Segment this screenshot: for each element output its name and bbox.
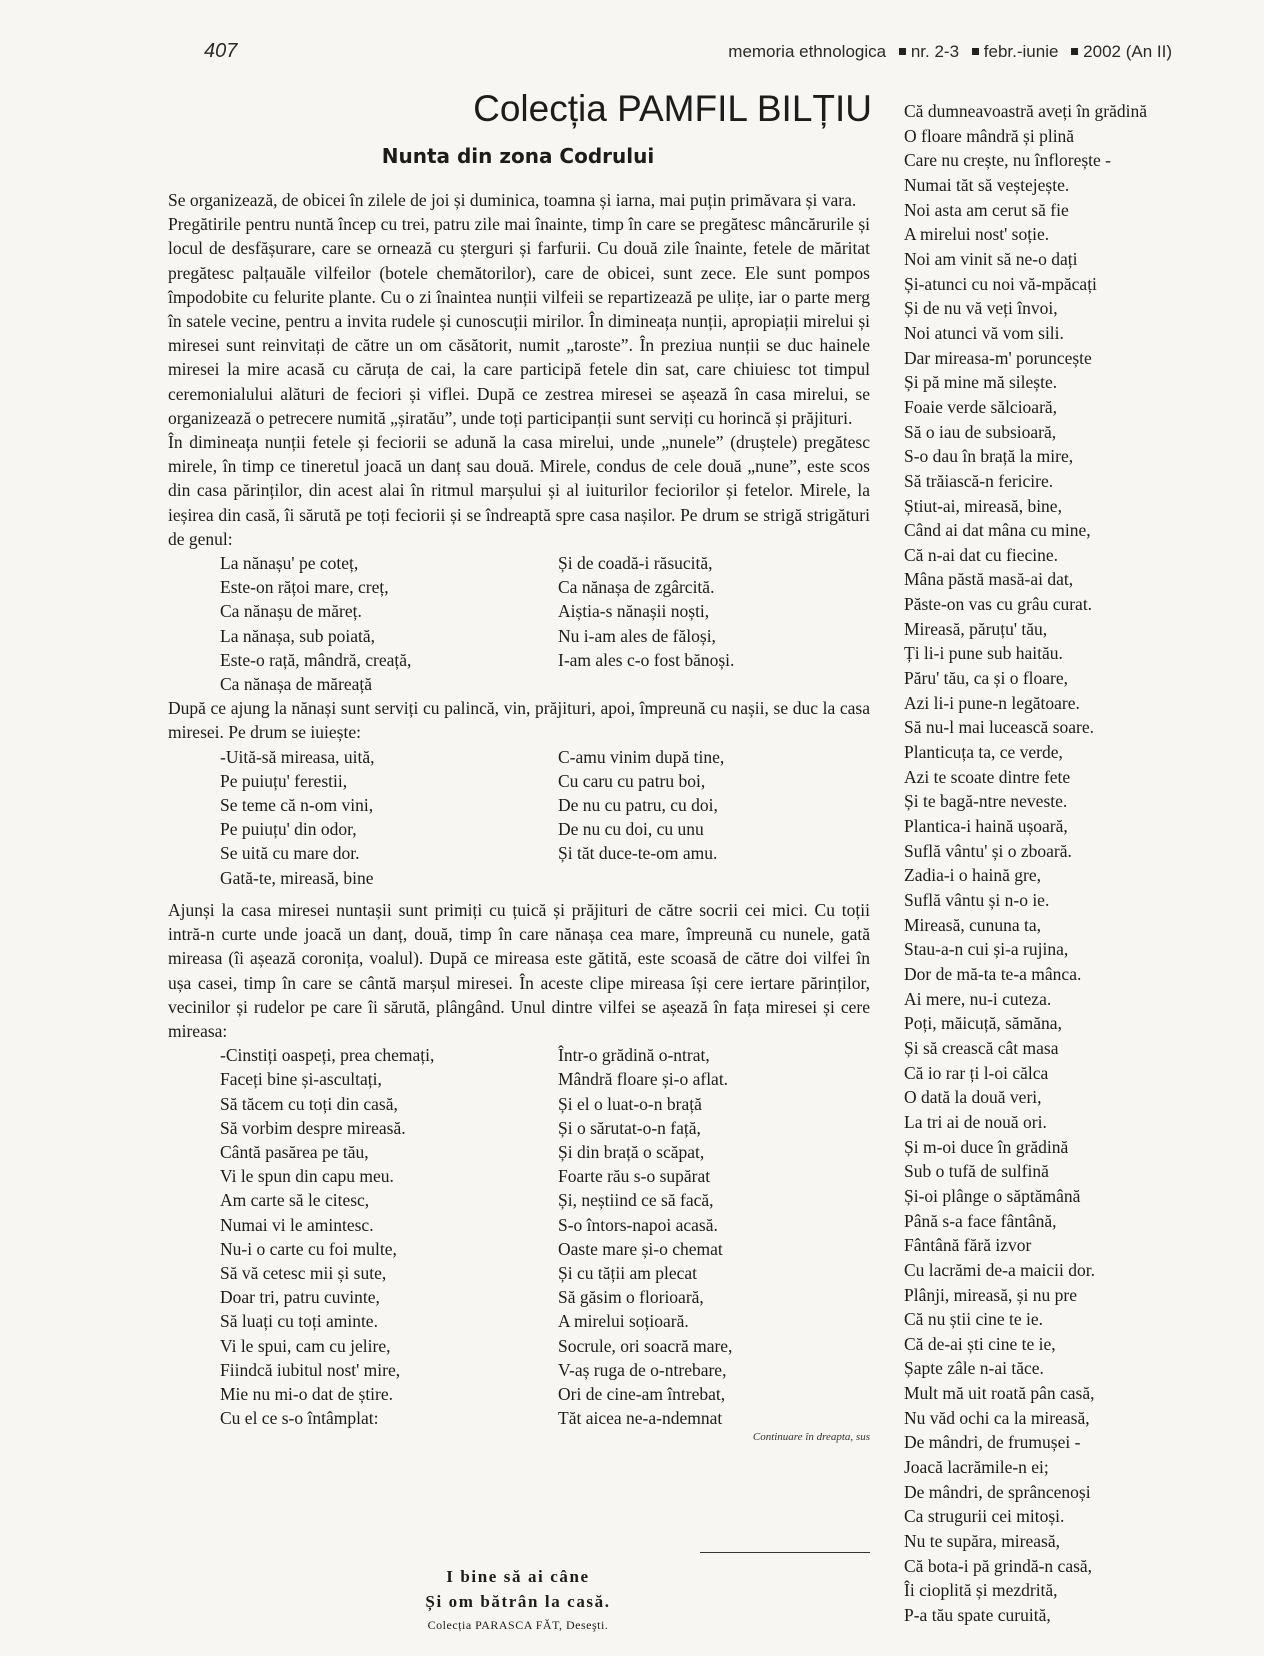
verse-line: I-am ales c-o fost bănoși.	[558, 649, 735, 670]
verse-line: Cu caru cu patru boi,	[558, 770, 706, 791]
verse-line: Mult mă uit roată pân casă,	[904, 1383, 1095, 1404]
verse-line: Ori de cine-am întrebat,	[558, 1383, 726, 1404]
verse-line: Suflă vântu' și o zboară.	[904, 840, 1072, 861]
verse-line: Socrule, ori soacră mare,	[558, 1335, 733, 1356]
verse-line: Pe puiuțu' din odor,	[220, 819, 357, 840]
verse-line: Plânji, mireasă, și nu pre	[904, 1284, 1078, 1305]
verse-line: Dar mireasa-m' poruncește	[904, 347, 1092, 368]
verse-line: Mireasă, păruțu' tău,	[904, 618, 1048, 639]
poem-left-column	[220, 745, 558, 890]
verse-line: Tăt aicea ne-a-ndemnat	[558, 1408, 723, 1429]
proverb-box	[338, 1564, 698, 1634]
verse-line: La nănașu' pe coteț,	[220, 553, 359, 574]
verse-line: Să luați cu toți aminte.	[220, 1311, 378, 1332]
verse-line: O floare mândră și plină	[904, 125, 1075, 146]
verse-line: Și te bagă-ntre neveste.	[904, 791, 1068, 812]
divider-rule	[700, 1552, 870, 1553]
verse-line: Oaste mare și-o chemat	[558, 1238, 723, 1259]
issue-year: 2002 (An II)	[1083, 42, 1172, 61]
verse-line: Să vorbim despre mireasă.	[220, 1117, 406, 1138]
verse-line: Ți li-i pune sub haitău.	[904, 643, 1063, 664]
verse-line: Și de coadă-i răsucită,	[558, 553, 713, 574]
proverb-line-1: I bine să ai câne	[446, 1567, 590, 1586]
verse-line: Numai vi le amintesc.	[220, 1214, 374, 1235]
page-number: 407	[204, 40, 238, 62]
verse-line: Mireasă, cununa ta,	[904, 914, 1042, 935]
verse-line: Foarte rău s-o supărat	[558, 1166, 711, 1187]
verse-line: Într-o grădină o-ntrat,	[558, 1045, 710, 1066]
verse-line: Suflă vântu și n-o ie.	[904, 890, 1050, 910]
bullet-square-icon	[899, 48, 906, 55]
verse-line: La nănașa, sub poiată,	[220, 625, 376, 646]
article-title: Nunta din zona Codrului	[381, 144, 655, 168]
verse-line: Să o iau de subsioară,	[904, 421, 1057, 442]
verse-line: Că nu știi cine te ie.	[904, 1309, 1043, 1330]
verse-line: Să găsim o florioară,	[558, 1287, 704, 1308]
verse-line: De mândri, de frumușei -	[904, 1432, 1081, 1453]
verse-line: -Cinstiți oaspeți, prea chemați,	[220, 1045, 435, 1066]
verse-line: Stau-a-n cui și-a rujina,	[904, 939, 1069, 960]
verse-line: Păru' tău, ca și o floare,	[904, 668, 1068, 689]
verse-line: Și-oi plânge o săptămână	[904, 1185, 1081, 1206]
verse-line: Care nu crește, nu înflorește -	[904, 150, 1112, 171]
verse-line: O dată la două veri,	[904, 1087, 1042, 1108]
verse-line: P-a tău spate curuită,	[904, 1605, 1051, 1626]
verse-line: Și el o luat-o-n brață	[558, 1093, 702, 1114]
verse-line: Și cu tății am plecat	[558, 1262, 697, 1283]
verse-line: Ca nănașa de măreață	[220, 674, 373, 695]
verse-line: Gată-te, mireasă, bine	[220, 867, 374, 888]
verse-line: Să vă cetesc mii și sute,	[220, 1262, 387, 1283]
poem-cinstiti-oaspeti	[220, 1043, 870, 1430]
verse-line: Mândră floare și-o aflat.	[558, 1069, 729, 1090]
poem-nanasi	[220, 551, 870, 696]
verse-line: Mie nu mi-o dat de știre.	[220, 1383, 394, 1404]
verse-line: Și pă mine mă silește.	[904, 372, 1058, 393]
verse-line: -Uită-să mireasa, uită,	[220, 746, 375, 767]
verse-line: Aiștia-s nănașii noști,	[558, 601, 710, 622]
verse-line: De nu cu doi, cu unu	[558, 819, 704, 840]
verse-line: Îi cioplită și mezdrită,	[904, 1580, 1058, 1601]
paragraph-morning: În dimineața nunții fetele și feciorii se adună la casa mirelui, unde „nunele” (druștele) pregătesc mirele, în timp ce tineretul joacă un danț sau două. Mirele, condus de cele două „nune”, este scos din casa părinților, din acest alai în ritmul marșului și al iuiturilor feciorilor și fetelor. Mirele, la ieșirea din casă, îi sărută pe toți feciorii și se îndreaptă spre casa nașilor. Pe drum se strigă strigături de genul:	[168, 432, 870, 549]
verse-line: Ca strugurii cei mitoși.	[904, 1506, 1065, 1527]
verse-line: Fântână fără izvor	[904, 1235, 1032, 1256]
verse-line: Numai tăt să veștejește.	[904, 174, 1070, 195]
verse-line: Se uită cu mare dor.	[220, 843, 360, 864]
right-poem-column	[904, 99, 1234, 1628]
proverb-source: Colecția PARASCA FĂT, Deseşti.	[427, 1618, 609, 1632]
journal-name: memoria ethnologica	[728, 42, 887, 61]
collection-title: Colecția PAMFIL BILȚIU	[473, 88, 872, 129]
verse-line: C-amu vinim după tine,	[558, 746, 725, 767]
verse-line: Știut-ai, mireasă, bine,	[904, 495, 1062, 516]
verse-line: Plantica-i haină ușoară,	[904, 816, 1068, 837]
issue-period: febr.-iunie	[983, 42, 1059, 61]
verse-line: Să nu-l mai lucească soare.	[904, 717, 1094, 738]
verse-line: Nu-i o carte cu foi multe,	[220, 1238, 397, 1259]
verse-line: Să tăcem cu toți din casă,	[220, 1093, 398, 1114]
verse-line: Este-o rață, mândră, creață,	[220, 649, 412, 670]
verse-line: Joacă lacrămile-n ei;	[904, 1457, 1049, 1478]
verse-line: Să trăiască-n fericire.	[904, 470, 1054, 491]
verse-line: Dor de mă-ta te-a mânca.	[904, 963, 1082, 984]
bullet-square-icon	[1071, 48, 1078, 55]
verse-line: Noi atunci vă vom sili.	[904, 322, 1064, 343]
poem-mireasa-uita	[220, 745, 870, 890]
verse-line: Vi le spui, cam cu jelire,	[220, 1335, 391, 1356]
paragraph-preparations: Pregătirile pentru nuntă încep cu trei, patru zile mai înainte, timp în care se pregătesc mâncărurile și locul de desfășurare, care se ornează cu ștergurі și farfurii. Cu două zile înainte, fetele de măritat pregătesc palțauăle vilfeilor (botele chemătorilor), care de obicei, sunt zece. Ele sunt pompos împodobite cu felurite plante. Cu o zi înaintea nunții vilfeii se repartizează pe ulițe, iar o parte merg în satele vecine, pentru a invita rudele și cunoscuții mirilor. În dimineața nunții, apropiații mirelui și miresei sunt reinvitați de către un om căsătorit, numit „taroste”. În preziua nunții se duc hainele miresei la mire acasă cu căruța de cai, la care participă fetele din sat, care chiuiesc tot timpul ceremonialului alături de feciori și viflei. După ce zestrea miresei se așează în casa mirelui, se organizează o petrecere numită „șiratău”, unde toți participanții sunt serviți cu horincă și prăjituri.	[168, 214, 870, 428]
verse-line: Că de-ai ști cine te ie,	[904, 1333, 1056, 1354]
bullet-square-icon	[972, 48, 979, 55]
proverb-line-2: Și om bătrân la casă.	[425, 1592, 611, 1611]
verse-line: Nu văd ochi ca la mireasă,	[904, 1407, 1090, 1428]
paragraph-arrival: După ce ajung la nănași sunt serviți cu palincă, vin, prăjituri, apoi, împreună cu nașii, se duc la casa miresei. Pe drum se iuiește:	[168, 698, 870, 743]
verse-line: Am carte să le citesc,	[220, 1190, 370, 1211]
verse-line: S-o dau în brață la mire,	[904, 446, 1074, 467]
issue-number: nr. 2-3	[910, 42, 960, 61]
verse-line: Poți, măicuță, sămăna,	[904, 1013, 1062, 1034]
verse-line: Și de nu vă veți învoi,	[904, 298, 1058, 319]
poem-right-column	[558, 1043, 858, 1430]
verse-line: A mirelui soțioară.	[558, 1311, 689, 1332]
paragraph-intro: Se organizează, de obicei în zilele de joi și duminica, toamna și iarna, mai puțin primăvara și vara.	[168, 190, 857, 210]
verse-line: S-o întors-napoi acasă.	[558, 1214, 718, 1235]
verse-line: Cântă pasărea pe tău,	[220, 1141, 369, 1162]
verse-line: Foaie verde sălcioară,	[904, 396, 1058, 417]
verse-line: La tri ai de nouă ori.	[904, 1111, 1047, 1132]
verse-line: Până s-a face fântână,	[904, 1210, 1057, 1231]
poem-right-column	[558, 745, 858, 890]
verse-line: Șapte zâle n-ai tăce.	[904, 1358, 1044, 1379]
verse-line: Se teme că n-om vini,	[220, 795, 374, 816]
verse-line: Ca nănașa de zgârcită.	[558, 577, 715, 598]
verse-line: A mirelui nost' soție.	[904, 224, 1050, 245]
verse-line: Și din brață o scăpat,	[558, 1141, 705, 1162]
verse-line: Când ai dat mâna cu mine,	[904, 520, 1091, 541]
verse-line: Nu te supăra, mireasă,	[904, 1531, 1060, 1552]
continuation-note: Continuare în dreapta, sus	[752, 1431, 870, 1444]
verse-line: Că n-ai dat cu fiecine.	[904, 544, 1059, 565]
verse-line: Că io rar ți l-oi călca	[904, 1062, 1049, 1083]
verse-line: Că bota-i pă grindă-n casă,	[904, 1555, 1093, 1576]
verse-line: Vi le spun din capu meu.	[220, 1166, 394, 1187]
verse-line: Este-on rățoi mare, creț,	[220, 577, 389, 598]
verse-line: Azi li-i pune-n legătoare.	[904, 692, 1080, 713]
verse-line: Și-atunci cu noi vă-mpăcați	[904, 273, 1097, 294]
verse-line: Sub o tufă de sulfină	[904, 1161, 1049, 1182]
verse-line: Faceți bine și-ascultați,	[220, 1069, 382, 1090]
verse-line: Cu lacrămi de-a maicii dor.	[904, 1259, 1095, 1280]
verse-line: V-aș ruga de o-ntrebare,	[558, 1359, 727, 1380]
verse-line: Cu el ce s-o întâmplat:	[220, 1408, 379, 1429]
poem-right-column	[558, 551, 858, 696]
verse-line: Păste-on vas cu grâu curat.	[904, 594, 1093, 615]
verse-line: Zadia-i o haină gre,	[904, 865, 1042, 886]
verse-line: Ca nănașu de măreț.	[220, 601, 362, 622]
verse-line: Fiindcă iubitul nost' mire,	[220, 1359, 401, 1380]
verse-line: Planticuța ta, ce verde,	[904, 742, 1063, 763]
verse-line: Pe puiuțu' ferestii,	[220, 770, 348, 791]
main-column	[168, 188, 870, 1444]
paragraph-bride-house: Ajunși la casa miresei nuntașii sunt primiți cu țuică și prăjituri de către socrii cei mici. Cu toții intră-n curte unde joacă un danț, două, timp în care nănașa cea mare, împreună cu nunele, gată mireasa (îi așează coronița, voalul). După ce mireasa este gătită, este scoasă de către doi vilfei în ușa casei, timp în care se cântă marșul miresei. În aceste clipe mireasa își cere iertare părinților, vecinilor și rudelor pe care îi sărută, plângând. Unul dintre vilfei se așează în fața miresei și cere mireasa:	[168, 899, 870, 1041]
verse-line: Azi te scoate dintre fete	[904, 766, 1071, 787]
verse-line: De mândri, de sprâncenoși	[904, 1481, 1091, 1502]
verse-line: Și o sărutat-o-n față,	[558, 1117, 701, 1138]
running-header	[728, 42, 1172, 62]
verse-line: De nu cu patru, cu doi,	[558, 795, 718, 816]
verse-line: Și, neștiind ce să facă,	[558, 1190, 714, 1211]
verse-line: Noi asta am cerut să fie	[904, 199, 1069, 220]
verse-line: Noi am vinit să ne-o dați	[904, 248, 1078, 269]
verse-line: Mâna păstă masă-ai dat,	[904, 569, 1074, 590]
verse-line: Și să crească cât masa	[904, 1037, 1059, 1058]
verse-line: Nu i-am ales de făloși,	[558, 625, 716, 646]
poem-left-column	[220, 551, 558, 696]
verse-line: Că dumneavoastră aveți în grădină	[904, 101, 1147, 121]
verse-line: Doar tri, patru cuvinte,	[220, 1287, 380, 1308]
verse-line: Ai mere, nu-i cuteza.	[904, 988, 1052, 1009]
poem-left-column	[220, 1043, 558, 1430]
verse-line: Și tăt duce-te-om amu.	[558, 843, 718, 864]
verse-line: Și m-oi duce în grădină	[904, 1136, 1069, 1157]
